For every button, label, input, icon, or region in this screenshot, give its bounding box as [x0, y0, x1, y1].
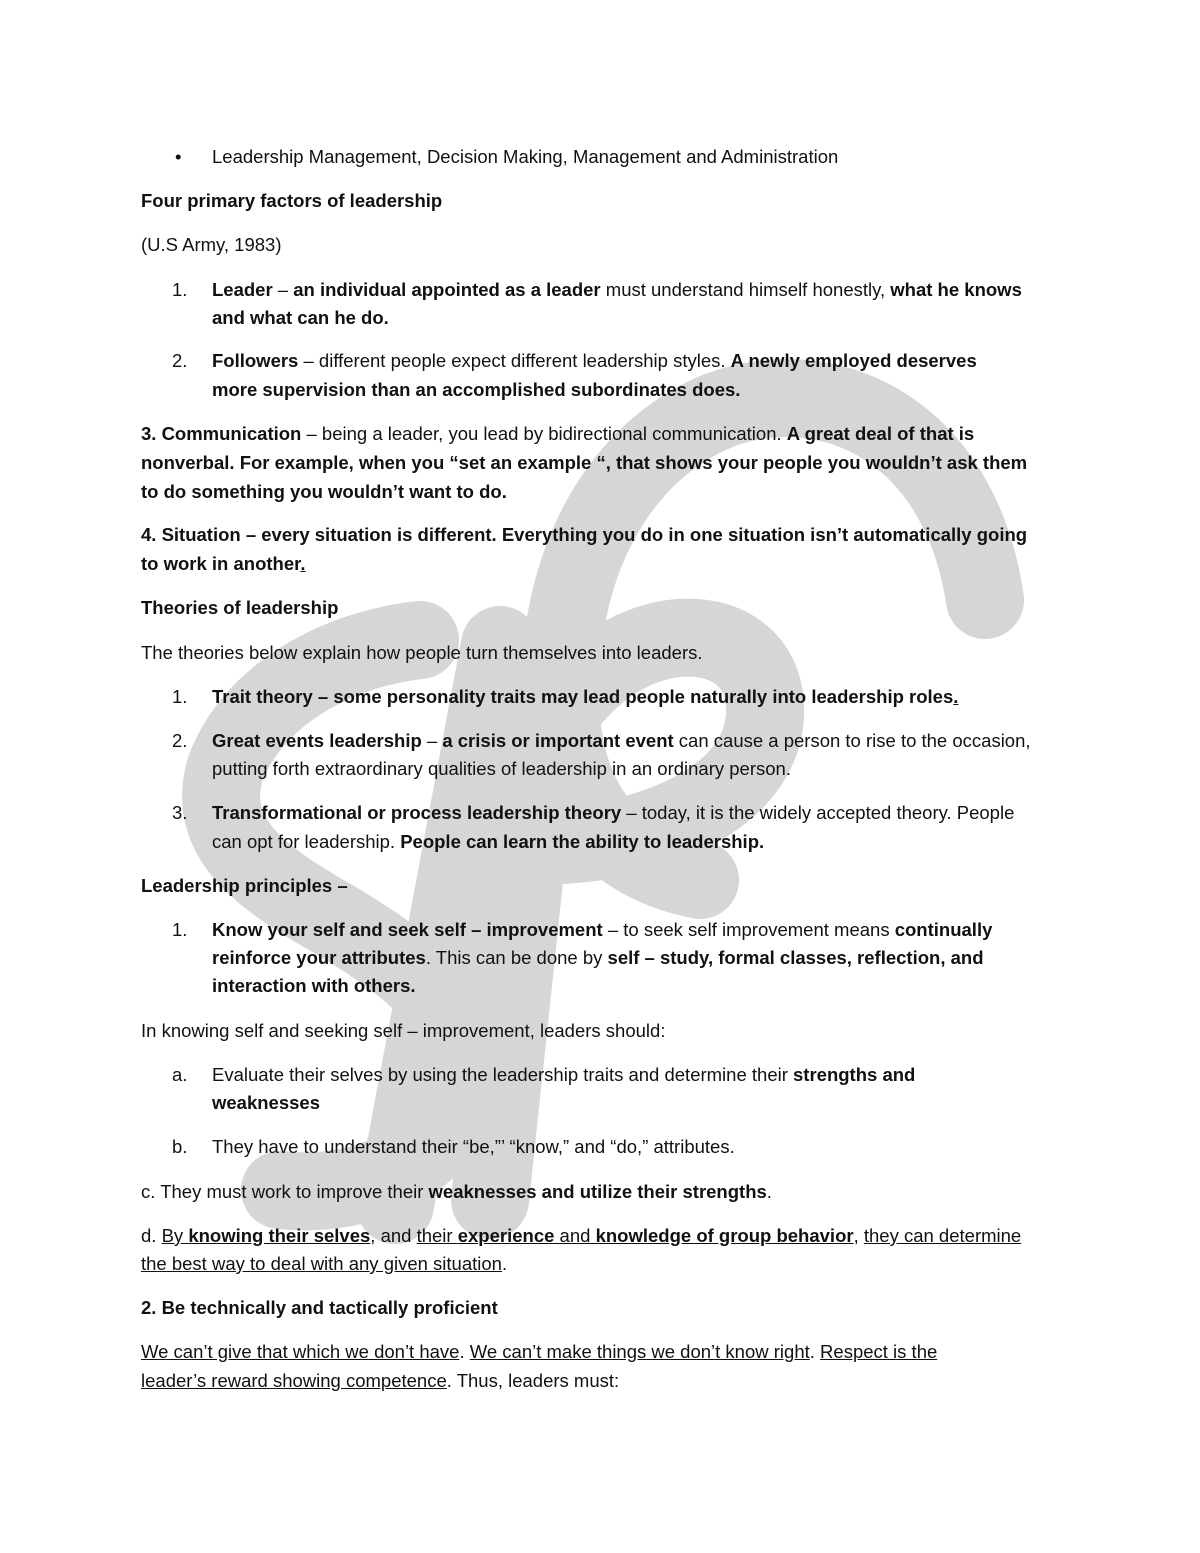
item-c: c. They must work to improve their weaknesses and utilize their strengths.	[141, 1181, 772, 1202]
item-a-line-1: Evaluate their selves by using the leadership traits and determine their strengths and	[212, 1064, 916, 1085]
theory-1: Trait theory – some personality traits may lead people naturally into leadership roles.	[212, 686, 959, 707]
factor-4-line-1: 4. Situation – every situation is different. Everything you do in one situation isn’t automatically going	[141, 524, 1028, 545]
item-a-line-2: weaknesses	[212, 1092, 321, 1113]
citation: (U.S Army, 1983)	[141, 234, 282, 255]
list-marker: 1.	[172, 686, 188, 707]
factor-3-line-3: to do something you wouldn’t want to do.	[141, 481, 507, 502]
section-heading-principles: Leadership principles –	[141, 875, 348, 896]
factor-2-line-1: Followers – different people expect different leadership styles. A newly employed deserves	[212, 350, 977, 371]
theory-3-line-1: Transformational or process leadership theory – today, it is the widely accepted theory. People	[212, 802, 1015, 823]
principle-2-line-2: leader’s reward showing competence. Thus, leaders must:	[141, 1370, 620, 1391]
list-marker: 3.	[172, 802, 188, 823]
factor-3-line-2: nonverbal. For example, when you “set an example “, that shows your people you wouldn’t ask them	[141, 452, 1028, 473]
theory-2-line-1: Great events leadership – a crisis or important event can cause a person to rise to the occasion,	[212, 730, 1031, 751]
list-marker: b.	[172, 1136, 188, 1157]
bullet-marker: •	[175, 146, 182, 167]
section-heading-theories: Theories of leadership	[141, 597, 339, 618]
bullet-item: Leadership Management, Decision Making, Management and Administration	[212, 146, 839, 167]
principle-1-line-1: Know your self and seek self – improvement – to seek self improvement means continually	[212, 919, 993, 940]
item-b: They have to understand their “be,”’ “know,” and “do,” attributes.	[212, 1136, 735, 1157]
principle-2-line-1: We can’t give that which we don’t have. We can’t make things we don’t know right. Respect is the	[141, 1341, 938, 1362]
factor-1-line-2: and what can he do.	[212, 307, 389, 328]
factor-2-line-2: more supervision than an accomplished subordinates does.	[212, 379, 741, 400]
list-marker: 2.	[172, 730, 188, 751]
principle-1-line-2: reinforce your attributes. This can be done by self – study, formal classes, reflection, and	[212, 947, 984, 968]
item-d-line-1: d. By knowing their selves, and their experience and knowledge of group behavior, they can determine	[141, 1225, 1022, 1246]
principle-1-line-3: interaction with others.	[212, 975, 416, 996]
factor-4-line-2: to work in another.	[141, 553, 306, 574]
factor-1-line-1: Leader – an individual appointed as a leader must understand himself honestly, what he knows	[212, 279, 1022, 300]
section-heading-four-factors: Four primary factors of leadership	[141, 190, 443, 211]
item-d-line-2: the best way to deal with any given situation.	[141, 1253, 508, 1274]
list-marker: 2.	[172, 350, 188, 371]
factor-3-line-1: 3. Communication – being a leader, you lead by bidirectional communication. A great deal of that is	[141, 423, 975, 444]
theory-2-line-2: putting forth extraordinary qualities of leadership in an ordinary person.	[212, 758, 791, 779]
list-marker: 1.	[172, 279, 188, 300]
list-marker: 1.	[172, 919, 188, 940]
principles-intro: In knowing self and seeking self – improvement, leaders should:	[141, 1020, 666, 1041]
section-heading-principle-2: 2. Be technically and tactically proficient	[141, 1297, 498, 1318]
theory-3-line-2: can opt for leadership. People can learn the ability to leadership.	[212, 831, 765, 852]
theories-intro: The theories below explain how people turn themselves into leaders.	[141, 642, 703, 663]
list-marker: a.	[172, 1064, 188, 1085]
